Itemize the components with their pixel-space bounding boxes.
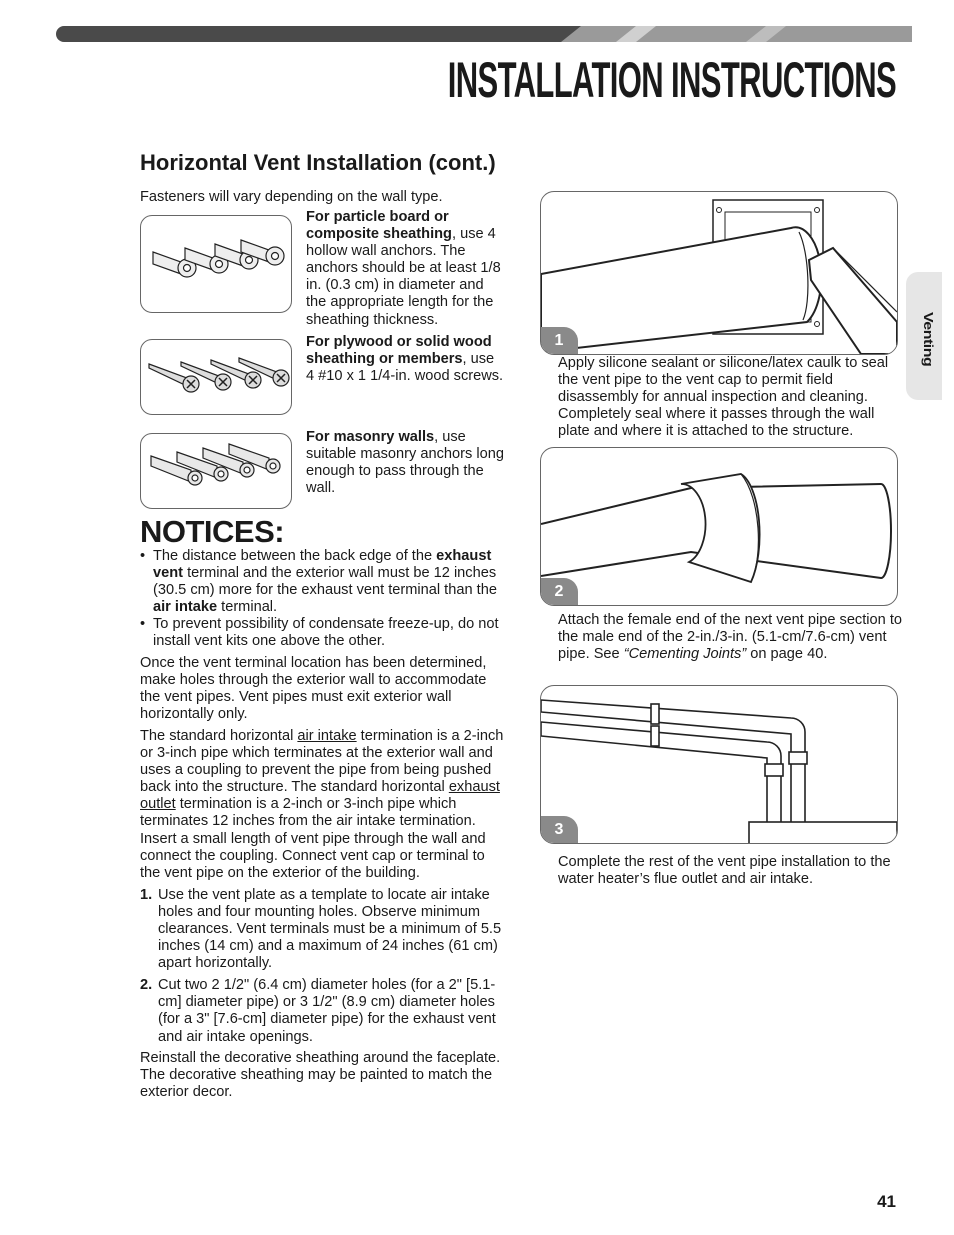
hollow-wall-anchor-icon bbox=[141, 216, 291, 312]
vent-cap-sealing-illustration bbox=[541, 192, 897, 354]
figure-2-attach-pipe bbox=[540, 447, 898, 606]
figure-badge-2: 2 bbox=[540, 578, 578, 606]
fastener-masonry: For masonry walls, use suitable masonry anchors long enough to pass through the wall. bbox=[306, 429, 504, 497]
pipe-joint-illustration bbox=[541, 448, 897, 605]
intro-text: Fasteners will vary depending on the wall type. bbox=[140, 189, 443, 205]
header-bar bbox=[56, 26, 912, 42]
notice-paragraph-3: Reinstall the decorative sheathing around the faceplate. The decorative sheathing may be painted to match the exterior decor. bbox=[140, 1049, 501, 1100]
notices-heading: NOTICES: bbox=[140, 514, 285, 549]
section-title: Horizontal Vent Installation (cont.) bbox=[140, 150, 496, 175]
wood-screw-figure bbox=[140, 339, 292, 415]
masonry-anchor-figure bbox=[140, 433, 292, 509]
figure-badge-1: 1 bbox=[540, 327, 578, 355]
figure-2-caption: Attach the female end of the next vent pipe section to the male end of the 2-in./3-in. (5.1-cm/7.6-cm) vent pipe. See “Cementing Joints” on page 40. bbox=[558, 612, 902, 663]
notice-step-2: 2. Cut two 2 1/2" (6.4 cm) diameter holes (for a 2" [5.1-cm] diameter pipe) or 3 1/2" (8.9 cm) diameter holes (for a 3" [7.6-cm] diameter pipe) for the exhaust vent and air intake openings. bbox=[140, 977, 496, 1045]
notice-bullet-1: • The distance between the back edge of the exhaust vent terminal and the exterior wall must be 12 inches (30.5 cm) more for the exhaust vent terminal than the air intake terminal. bbox=[140, 548, 506, 616]
notices-body bbox=[140, 548, 506, 1101]
hollow-wall-anchor-figure bbox=[140, 215, 292, 313]
page-title: INSTALLATION INSTRUCTIONS bbox=[447, 52, 896, 108]
fastener-particle-board: For particle board or composite sheathing, use 4 hollow wall anchors. The anchors should be at least 1/8 in. (0.3 cm) in diameter and the appropriate length for the sheathing thickness. bbox=[306, 209, 501, 328]
notice-paragraph-2: The standard horizontal air intake termination is a 2-inch or 3-inch pipe which terminates at the exterior wall and uses a coupling to prevent the pipe from being pushed back into the structure. The standard horizontal exhaust outlet termination is a 2-inch or 3-inch pipe which terminates 12 inches from the air intake termination. Insert a small length of vent pipe through the wall and connect the coupling. Connect vent cap or terminal to the vent pipe on the exterior of the building. bbox=[140, 727, 504, 881]
wood-screw-icon bbox=[141, 340, 291, 414]
figure-badge-3: 3 bbox=[540, 816, 578, 844]
notice-step-1: 1. Use the vent plate as a template to locate air intake holes and four mounting holes. Observe minimum clearances. Vent terminals must be a minimum of 5.5 inches (14 cm) and a maximum of 24 inches (61 cm) apart horizontally. bbox=[140, 886, 502, 972]
section-tab-venting[interactable]: Venting bbox=[906, 272, 942, 400]
figure-1-seal-vent-cap bbox=[540, 191, 898, 355]
notice-paragraph-1: Once the vent terminal location has been determined, make holes through the exterior wall to accommodate the vent pipes. Vent pipes must exit exterior wall horizontally only. bbox=[140, 654, 487, 722]
vent-routing-illustration bbox=[541, 686, 897, 843]
figure-1-caption: Apply silicone sealant or silicone/latex caulk to seal the vent pipe to the vent cap to permit field disassembly for annual inspection and cleaning. Completely seal where it passes through the wall plate and where it is attached to the structure. bbox=[558, 355, 889, 440]
figure-3-complete-installation bbox=[540, 685, 898, 844]
masonry-anchor-icon bbox=[141, 434, 291, 508]
figure-3-caption: Complete the rest of the vent pipe installation to the water heater’s flue outlet and air intake. bbox=[558, 854, 891, 888]
page-number: 41 bbox=[877, 1192, 896, 1211]
fastener-plywood: For plywood or solid wood sheathing or members, use 4 #10 x 1 1/4-in. wood screws. bbox=[306, 334, 504, 385]
notice-bullet-2: • To prevent possibility of condensate freeze-up, do not install vent kits one above the other. bbox=[140, 616, 506, 650]
